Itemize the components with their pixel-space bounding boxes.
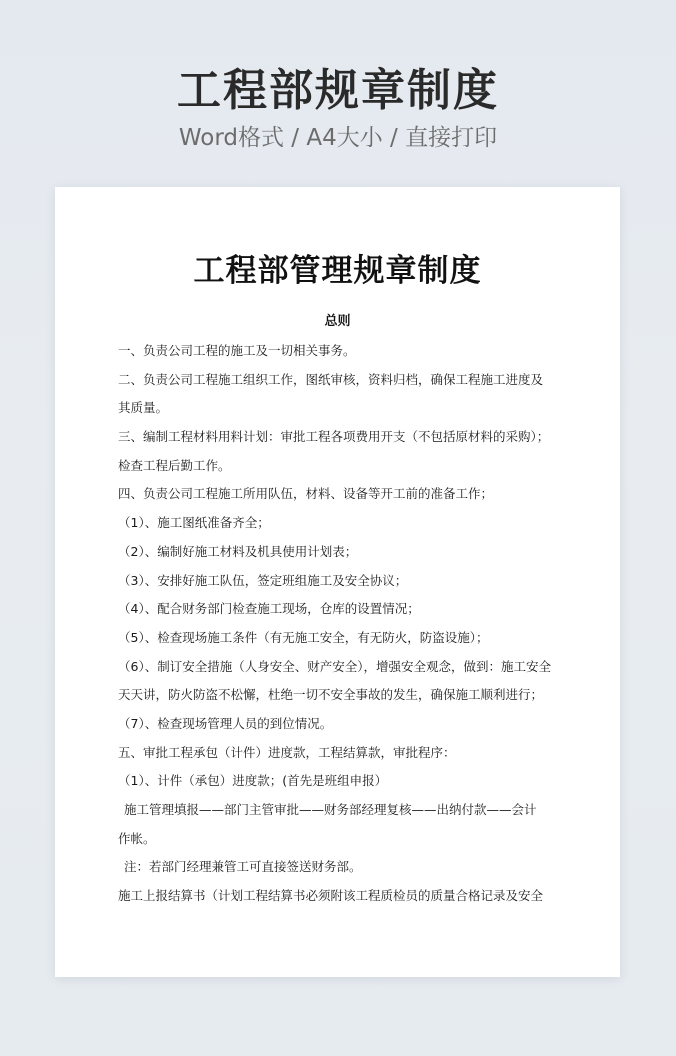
section-heading: 总则 — [324, 314, 351, 329]
body-line: 注：若部门经理兼管工可直接签送财务部。 — [124, 859, 362, 875]
document-page — [55, 187, 620, 977]
body-line: 一、负责公司工程的施工及一切相关事务。 — [118, 343, 356, 358]
body-line: （1）、计件（承包）进度款；(首先是班组申报） — [118, 773, 388, 789]
banner-header — [0, 62, 676, 154]
document-title: 工程部管理规章制度 — [193, 253, 482, 289]
body-line: （3）、安排好施工队伍，签定班组施工及安全协议； — [118, 572, 408, 588]
body-line: （6）、制订安全措施（人身安全、财产安全），增强安全观念，做到：施工安全 — [118, 658, 551, 674]
body-line: （7）、检查现场管理人员的到位情况。 — [118, 715, 333, 731]
body-line: （2）、编制好施工材料及机具使用计划表； — [118, 543, 358, 559]
body-line: （5）、检查现场施工条件（有无施工安全，有无防火，防盗设施）； — [118, 629, 489, 645]
body-line: 其质量。 — [118, 400, 169, 416]
body-line: 三、编制工程材料用料计划：审批工程各项费用开支（不包括原材料的采购）； — [118, 429, 550, 445]
body-line: 四、负责公司工程施工所用队伍，材料、设备等开工前的准备工作； — [118, 486, 494, 502]
banner-subtitle: Word格式 / A4大小 / 直接打印 — [178, 125, 498, 151]
body-line: 天天讲，防火防盗不松懈，杜绝一切不安全事故的发生，确保施工顺利进行； — [118, 687, 544, 703]
body-line: 检查工程后勤工作。 — [118, 457, 231, 473]
body-line: 作帐。 — [118, 830, 156, 846]
body-line: 五、审批工程承包（计件）进度款，工程结算款，审批程序： — [118, 744, 456, 760]
body-line: 二、负责公司工程施工组织工作，图纸审核，资料归档，确保工程施工进度及 — [118, 371, 544, 387]
body-line: （4）、配合财务部门检查施工现场，仓库的设置情况； — [118, 601, 420, 617]
banner-title: 工程部规章制度 — [177, 65, 499, 116]
body-line: （1）、施工图纸准备齐全； — [118, 515, 270, 531]
body-line: 施工上报结算书（计划工程结算书必须附该工程质检员的质量合格记录及安全 — [118, 888, 544, 904]
body-line: 施工管理填报——部门主管审批——财务部经理复核——出纳付款——会计 — [124, 802, 537, 817]
document-body — [118, 337, 563, 911]
